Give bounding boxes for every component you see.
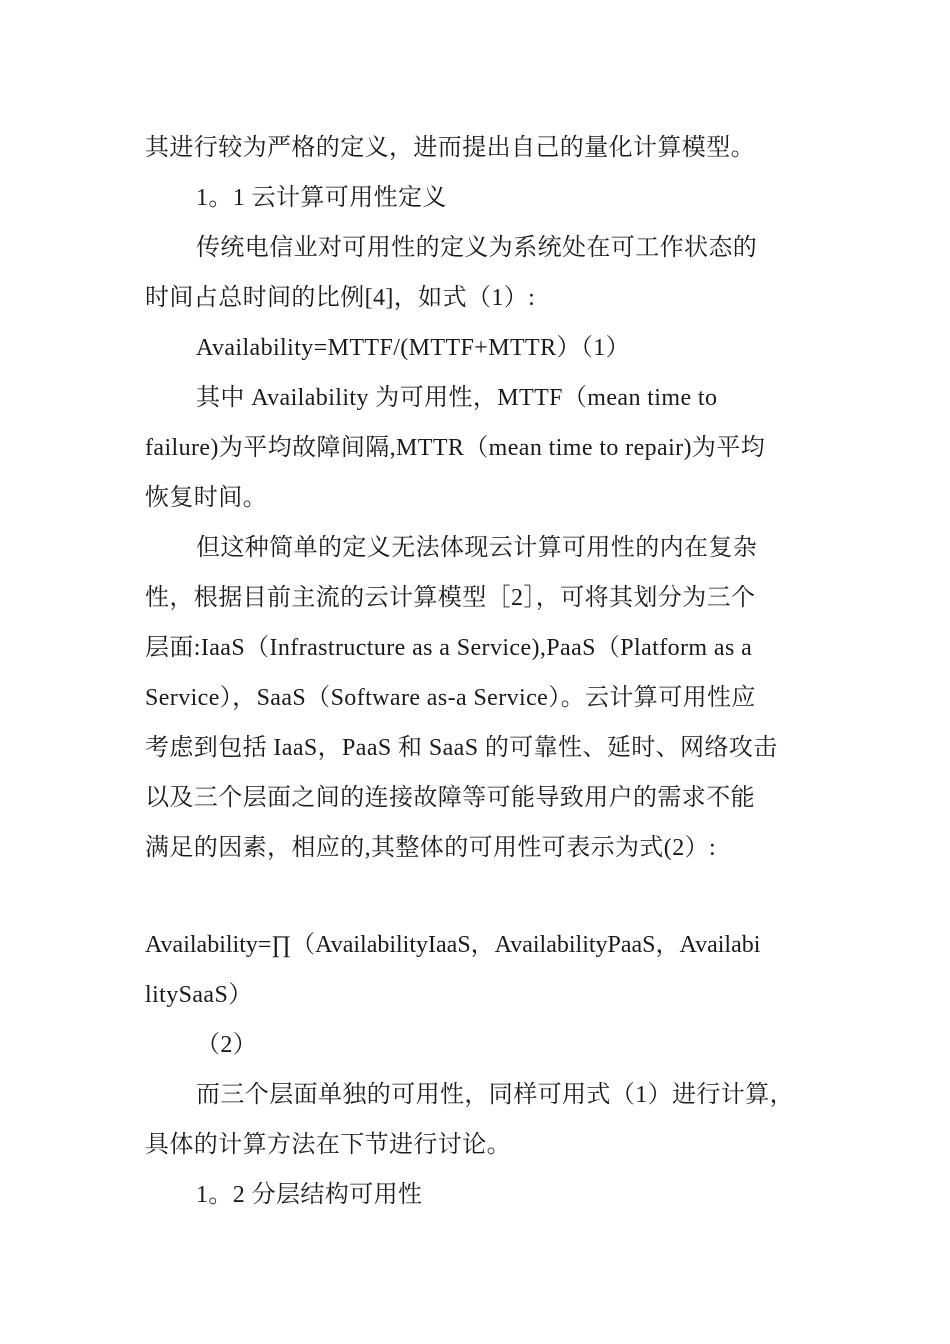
paragraph-line: 其进行较为严格的定义，进而提出自己的量化计算模型。 (145, 135, 755, 161)
formula-line: Availability=MTTF/(MTTF+MTTR）（1） (196, 335, 631, 361)
paragraph-line: 以及三个层面之间的连接故障等可能导致用户的需求不能 (145, 785, 755, 811)
paragraph-line: 性，根据目前主流的云计算模型［2］，可将其划分为三个 (145, 585, 756, 611)
paragraph-line: 而三个层面单独的可用性，同样可用式（1）进行计算， (196, 1082, 794, 1108)
section-heading: 1。2 分层结构可用性 (196, 1182, 423, 1208)
paragraph-line: failure)为平均故障间隔,MTTR（mean time to repair)为平均 (145, 435, 766, 461)
paragraph-line: 满足的因素，相应的,其整体的可用性可表示为式(2）: (145, 835, 717, 861)
paragraph-line: 具体的计算方法在下节进行讨论。 (145, 1132, 511, 1158)
paragraph-line: 恢复时间。 (145, 485, 267, 511)
section-heading: 1。1 云计算可用性定义 (196, 185, 447, 211)
paragraph-line: 传统电信业对可用性的定义为系统处在可工作状态的 (196, 235, 758, 261)
paragraph-line: 但这种简单的定义无法体现云计算可用性的内在复杂 (196, 535, 758, 561)
paragraph-line: 层面:IaaS（Infrastructure as a Service),PaaS（Platform as a (145, 635, 753, 661)
paragraph-line: Service），SaaS（Software as-a Service）。云计算可用性应 (145, 685, 756, 711)
paragraph-line: 时间占总时间的比例[4]，如式（1）: (145, 285, 536, 311)
formula-number: （2） (196, 1032, 258, 1058)
paragraph-line: 考虑到包括 IaaS，PaaS 和 SaaS 的可靠性、延时、网络攻击 (145, 735, 778, 761)
paragraph-line: 其中 Availability 为可用性，MTTF（mean time to (196, 385, 718, 411)
formula-line: litySaaS） (145, 982, 253, 1008)
formula-line: Availability=∏（AvailabilityIaaS，AvailabilityPaaS，Availabi (145, 932, 761, 958)
